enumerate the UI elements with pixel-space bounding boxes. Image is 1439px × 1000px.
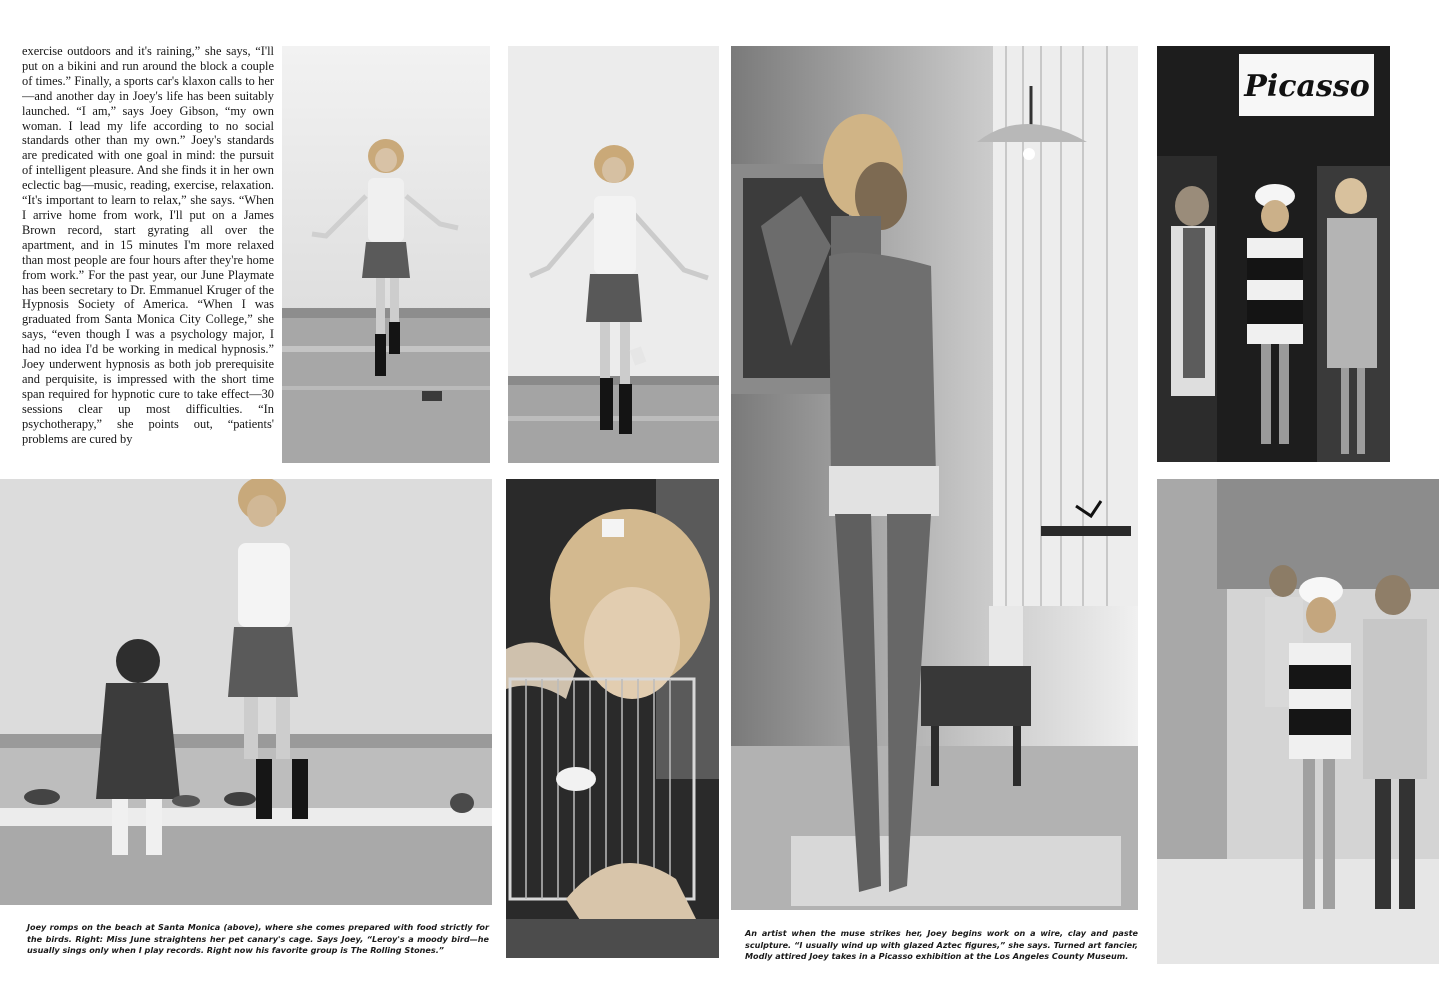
photo-canary-cage (506, 479, 719, 958)
photo-skipping-2 (508, 46, 719, 463)
photo-picasso-exhibition (1157, 46, 1390, 462)
picasso-sign-text: Picasso (1244, 69, 1370, 104)
photo-sculpture-studio (731, 46, 1138, 910)
photo-walking-companions (1157, 479, 1439, 964)
article-body-text: exercise outdoors and it's raining,” she says, “I'll put on a bikini and run around the block a couple of times.” Finally, a sports car's klaxon calls to her—and another day in Joey's life has been suitably launched. “I am,” says Joey Gibson, “my own woman. I lead my life according to no social standards other than my own.” Joey's standards are predicated with one goal in mind: the pursuit of intelligent pleasure. And she finds it in her own eclectic bag—music, reading, exercise, relaxation. “It's important to learn to relax,” she says. “When I arrive home from work, I'll put on a James Brown record, start gyrating all over the apartment, and in 15 minutes I'm more relaxed than most people are four hours after they're home from work.” For the past year, our June Playmate has been secretary to Dr. Emmanuel Kruger of the Hypnosis Society of America. “When I was graduated from Santa Monica City College,” she says, “even though I was a psychology major, I had no idea I'd be working in medical hypnosis.” Joey underwent hypnosis as both job prerequisite and perquisite, is impressed with the short time span required for hypnotic cure to take effect—30 sessions clear up most difficulties. “In psychotherapy,” she points out, “patients' problems are cured by (22, 44, 274, 446)
photo-skipping-1 (282, 46, 490, 463)
caption-sculpture-and-picasso: An artist when the muse strikes her, Joey begins work on a wire, clay and paste sculpture. “I usually wind up with glazed Aztec figures,” she says. Turned art fancier, Modly attired Joey takes in a Picasso exhibition at the Los Angeles County Museum. (745, 928, 1138, 962)
caption-beach-and-canary: Joey romps on the beach at Santa Monica (above), where she comes prepared with food strictly for the birds. Right: Miss June straightens her pet canary's cage. Says Joey, “Leroy's a moody bird—he usually sings only when I play records. Right now his favorite group is The Rolling Stones.” (27, 922, 489, 956)
photo-beach-pigeons (0, 479, 492, 905)
